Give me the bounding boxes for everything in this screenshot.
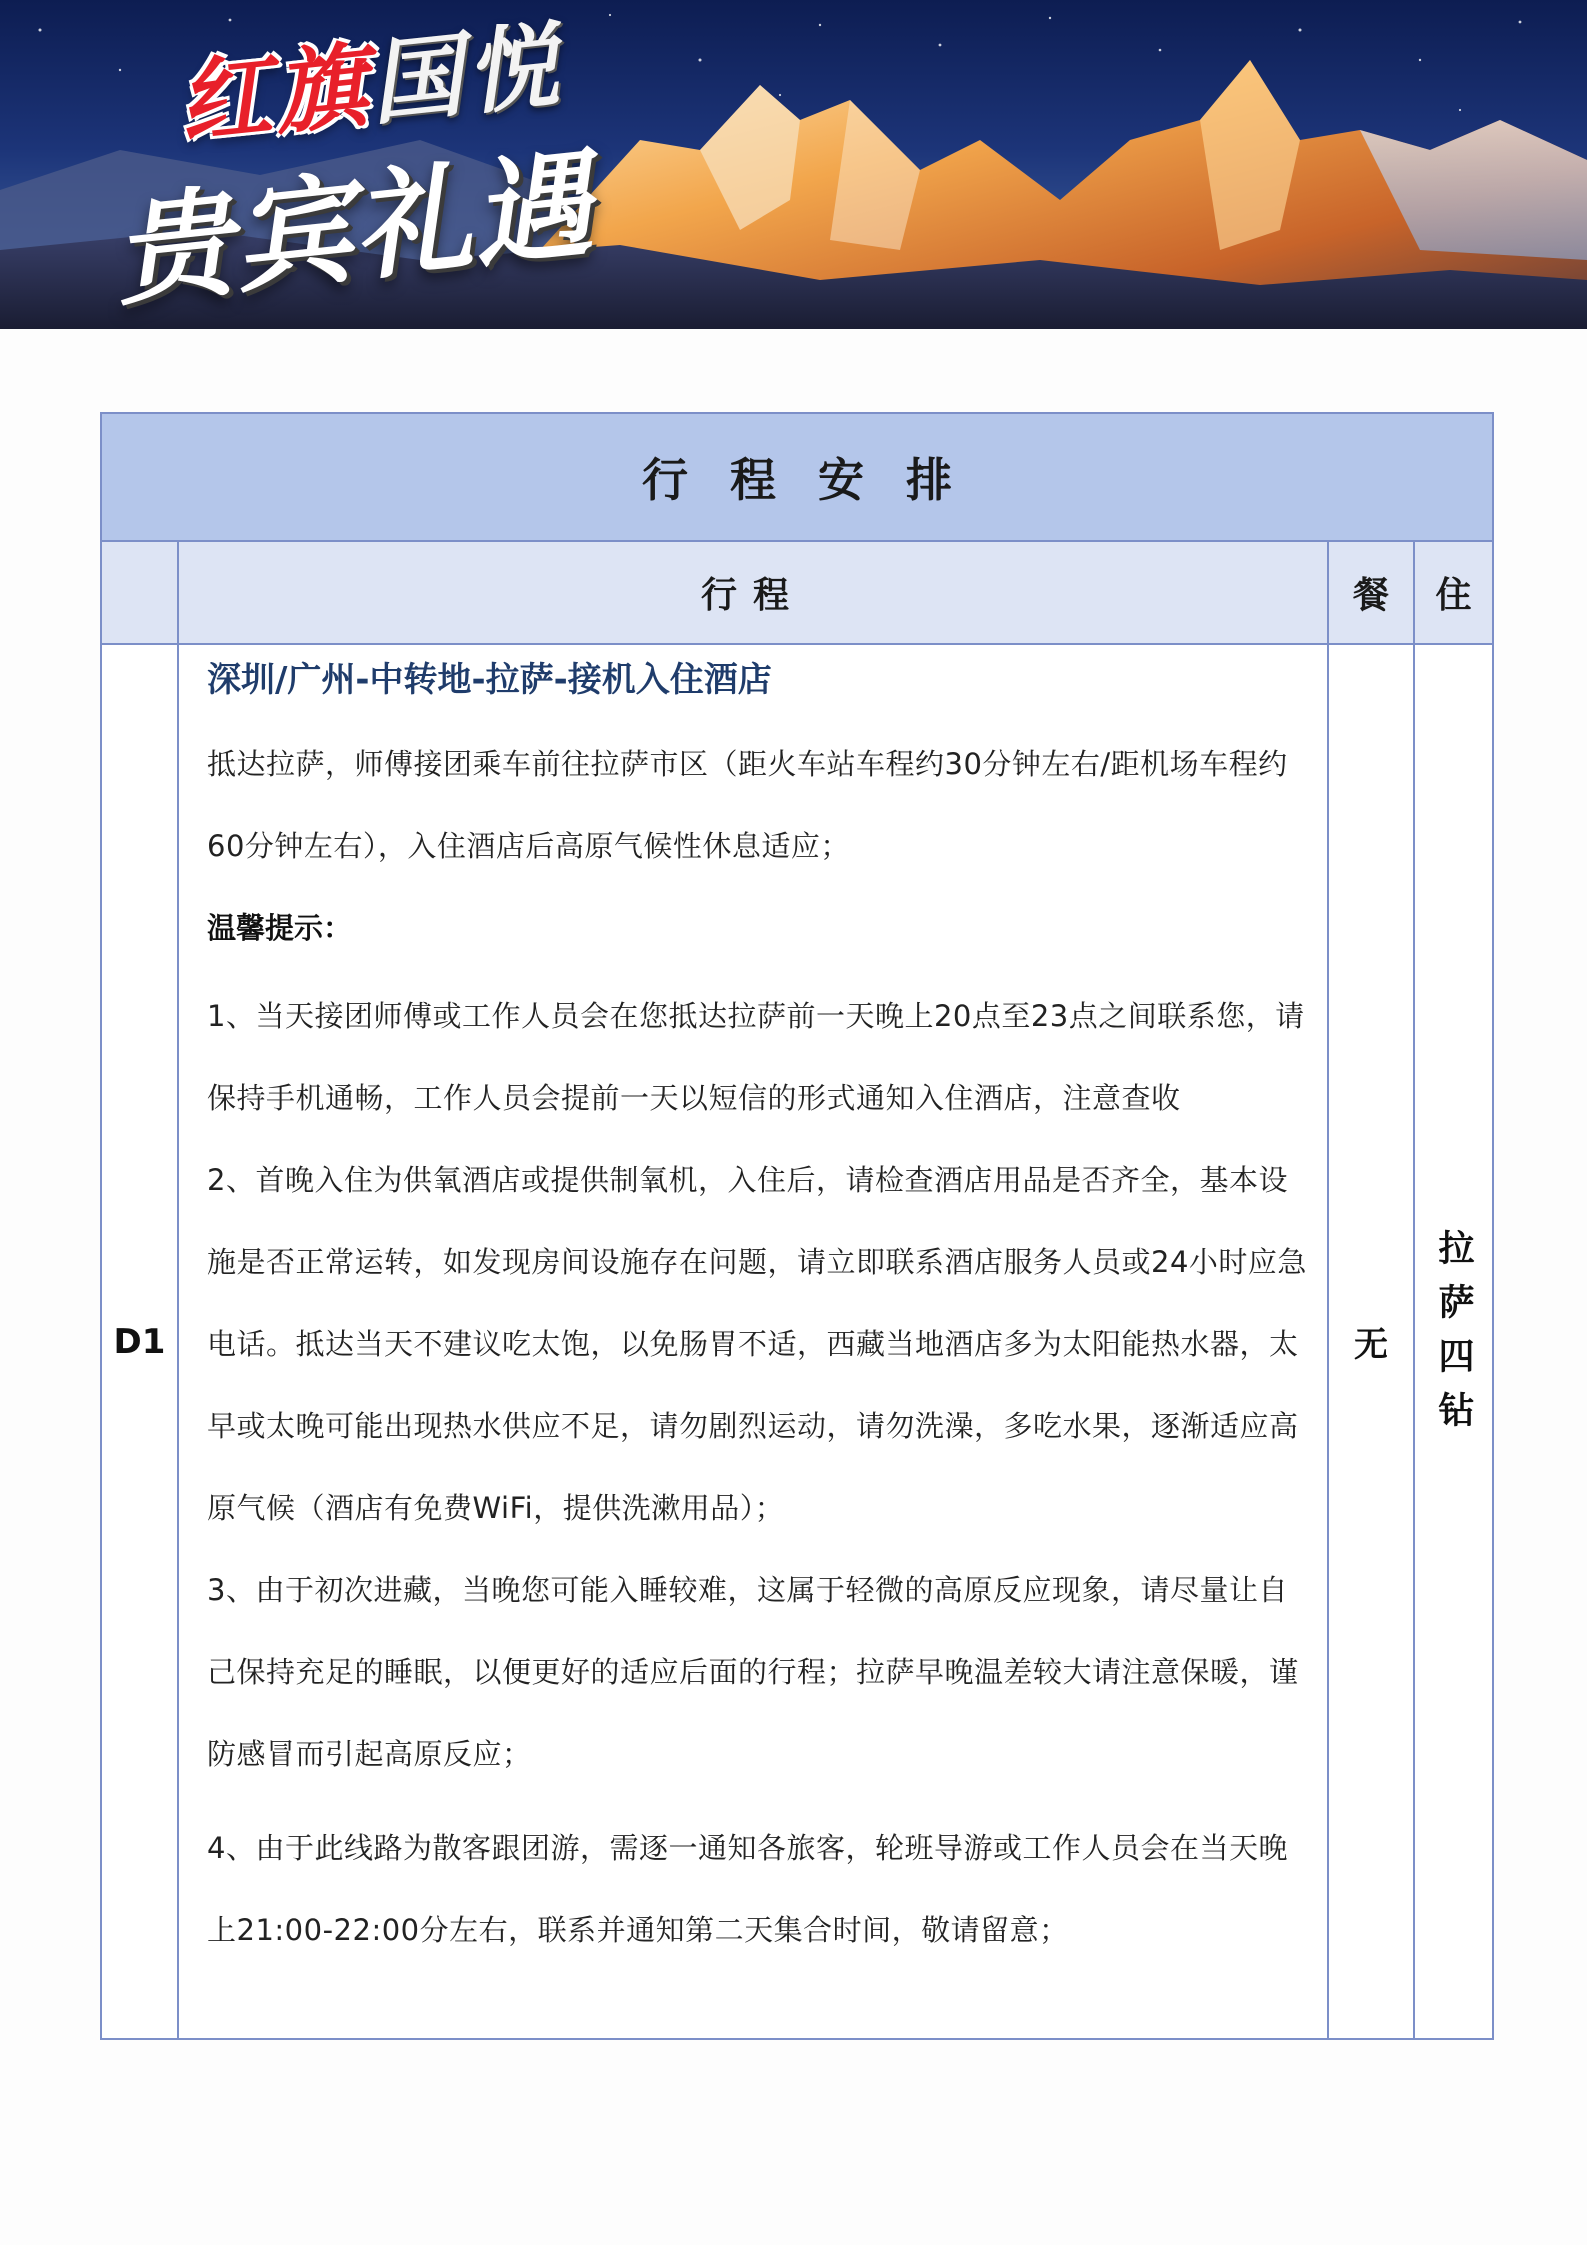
table-title-row [102,414,1492,542]
header-route: 行程 [179,542,1329,643]
itinerary-table [100,412,1494,2040]
tips-heading: 温馨提示： [207,911,353,945]
table-row [102,645,1492,2038]
tip-item: 3、由于初次进藏，当晚您可能入睡较难，这属于轻微的高原反应现象，请尽量让自己保持充足的睡眠，以便更好的适应后面的行程；拉萨早晚温差较大请注意保暖，谨防感冒而引起高原反应； [207,1573,1299,1771]
meal-cell: 无 [1329,645,1415,2038]
table-title: 行程安排 [642,453,994,507]
header-day [102,542,179,643]
stay-value: 拉萨四钻 [1433,1228,1474,1445]
tip-item: 1、当天接团师傅或工作人员会在您抵达拉萨前一天晚上20点至23点之间联系您，请保持手机通畅，工作人员会提前一天以短信的形式通知入住酒店，注意查收 [207,999,1305,1115]
brand-logo: 红旗国悦 贵宾礼遇 [107,10,600,323]
route-intro: 抵达拉萨，师傅接团乘车前往拉萨市区（距火车站车程约30分钟左右/距机场车程约60分钟左右），入住酒店后高原气候性休息适应； [207,747,1288,863]
header-stay: 住 [1435,575,1472,616]
day-label: D1 [102,645,179,2038]
header-meal: 餐 [1329,542,1415,643]
route-title: 深圳/广州-中转地-拉萨-接机入住酒店 [207,660,772,700]
tip-item: 4、由于此线路为散客跟团游，需逐一通知各旅客，轮班导游或工作人员会在当天晚上21:00-22:00分左右，联系并通知第二天集合时间，敬请留意； [207,1831,1288,1947]
table-header-row [102,542,1492,645]
tip-item: 2、首晚入住为供氧酒店或提供制氧机，入住后，请检查酒店用品是否齐全，基本设施是否正常运转，如发现房间设施存在问题，请立即联系酒店服务人员或24小时应急电话。抵达当天不建议吃太饱，以免肠胃不适，西藏当地酒店多为太阳能热水器，太早或太晚可能出现热水供应不足，请勿剧烈运动，请勿洗澡，多吃水果，逐渐适应高原气候（酒店有免费WiFi，提供洗漱用品）； [207,1163,1307,1525]
stay-cell [1415,645,1492,2038]
header-banner [0,0,1587,329]
route-details [179,645,1329,2038]
